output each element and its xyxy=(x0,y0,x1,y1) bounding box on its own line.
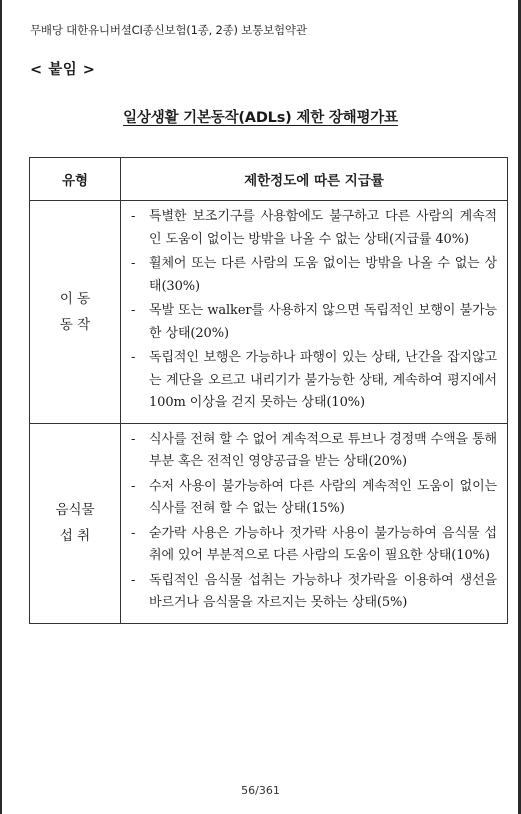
type-label-line2: 섭 취 xyxy=(59,528,91,544)
dash-marker: - xyxy=(131,209,136,224)
table-header-row xyxy=(30,158,508,201)
list-item xyxy=(131,429,497,474)
list-item xyxy=(131,347,497,415)
document-header: 무배당 대한유니버셜CI종신보험(1종, 2종) 보통보험약관 xyxy=(30,23,307,37)
list-item xyxy=(131,206,497,251)
items-cell-eating xyxy=(121,423,508,623)
table-row-eating xyxy=(30,423,508,623)
page-title xyxy=(0,106,521,127)
item-text: 특별한 보조기구를 사용함에도 불구하고 다른 사람의 계속적인 도움이 없이는 방밖을 나올 수 없는 상태(지급률 40%) xyxy=(149,209,497,247)
item-text: 독립적인 보행은 가능하나 파행이 있는 상태, 난간을 잡지않고는 계단을 오르고 내리기가 불가능한 상태, 계속하여 평지에서 100m 이상을 걷지 못하는 상태(10%) xyxy=(149,350,497,410)
type-cell-mobility xyxy=(30,201,121,424)
item-text: 목발 또는 walker를 사용하지 않으면 독립적인 보행이 불가능한 상태(20%) xyxy=(149,303,497,341)
header-rate: 제한정도에 따른 지급률 xyxy=(121,158,508,201)
dash-marker: - xyxy=(131,525,136,541)
type-label-line1: 음식물 xyxy=(55,502,95,518)
item-text: 식사를 전혀 할 수 없어 계속적으로 튜브나 경정맥 수액을 통해 부분 혹은 전적인 영양공급을 받는 상태(20%) xyxy=(149,431,497,469)
items-cell-mobility xyxy=(121,201,508,424)
list-item xyxy=(131,523,497,568)
type-label-line1: 이 동 xyxy=(59,290,91,307)
title-text: 일상생활 기본동작(ADLs) 제한 장해평가표 xyxy=(123,110,398,126)
dash-marker: - xyxy=(131,303,136,318)
item-text: 독립적인 음식물 섭취는 가능하나 젓가락을 이용하여 생선을 바르거나 음식물을 자르지는 못하는 상태(5%) xyxy=(149,572,497,610)
type-cell-eating xyxy=(30,423,121,623)
header-type: 유형 xyxy=(30,158,121,201)
dash-marker: - xyxy=(131,256,136,271)
attachment-label: < 붙임 > xyxy=(30,62,96,78)
list-item xyxy=(131,570,497,615)
dash-marker: - xyxy=(131,350,136,365)
item-text: 숟가락 사용은 가능하나 젓가락 사용이 불가능하여 음식물 섭취에 있어 부분적으로 다른 사람의 도움이 필요한 상태(10%) xyxy=(149,525,497,563)
item-text: 휠체어 또는 다른 사람의 도움 없이는 방밖을 나올 수 없는 상태(30%) xyxy=(149,256,497,294)
table-row-mobility xyxy=(30,201,508,424)
page-number: 56/361 xyxy=(241,784,280,797)
dash-marker: - xyxy=(131,478,136,494)
item-text: 수저 사용이 불가능하여 다른 사람의 계속적인 도움이 없이는 식사를 전혀 할 수 없는 상태(15%) xyxy=(149,478,497,516)
list-item xyxy=(131,476,497,521)
type-label-line2: 동 작 xyxy=(59,316,91,333)
dash-marker: - xyxy=(131,572,136,588)
list-item xyxy=(131,300,497,345)
adl-evaluation-table xyxy=(29,157,508,624)
list-item xyxy=(131,253,497,298)
dash-marker: - xyxy=(131,431,136,447)
